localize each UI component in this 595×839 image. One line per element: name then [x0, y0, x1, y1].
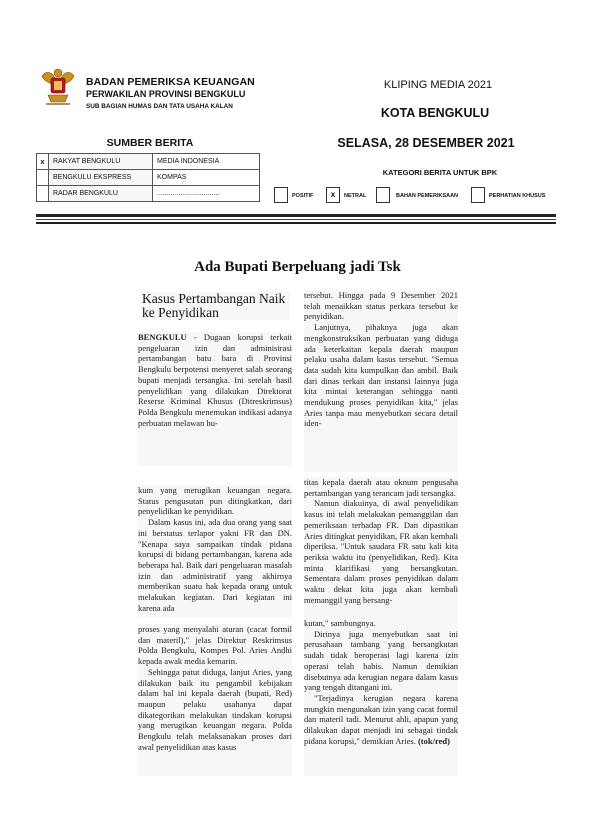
source-checkbox	[37, 186, 49, 202]
article-text: "Terjadinya kerugian negara karena mungkin mengunakan izin yang cacat formil dan materil tadi. Menurut ahli, apapun yang dilakukan dapat menjadi ini sebagai tindak pidana korupsi," demikian Aries.	[304, 692, 458, 746]
category-checkbox	[471, 187, 485, 203]
article-column-block	[304, 618, 458, 776]
org-branch: PERWAKILAN PROVINSI BENGKULU	[86, 89, 246, 99]
org-unit: SUB BAGIAN HUMAS DAN TATA USAHA KALAN	[86, 103, 233, 110]
divider	[36, 219, 556, 220]
article-paragraph: kutan," sambungnya.	[304, 618, 376, 628]
category-label: BAHAN PEMERIKSAAN	[396, 193, 459, 199]
category-checkbox	[376, 187, 390, 203]
category-label: NETRAL	[344, 193, 367, 199]
article-signoff: (tok/red)	[417, 735, 450, 746]
source-table	[36, 153, 260, 202]
source-checkbox	[37, 170, 49, 186]
kliping-title: KLIPING MEDIA 2021	[383, 79, 493, 91]
source-checkbox: x	[37, 154, 49, 170]
divider	[36, 222, 556, 224]
date-title: SELASA, 28 DESEMBER 2021	[337, 136, 515, 150]
source-name: KOMPAS	[153, 170, 260, 186]
article-column-block	[304, 477, 458, 625]
city-title: KOTA BENGKULU	[380, 106, 490, 120]
article-paragraph: tersebut. Hingga pada 9 Desember 2021 telah menaikkan status perkara tersebut ke penyidikan.	[304, 290, 458, 322]
source-name: MEDIA INDONESIA	[153, 154, 260, 170]
article-paragraph: Dalam kasus ini, ada dua orang yang saat ini berstatus terlapor yakni FR dan DN. "Kenapa saya sampaikan tindak pidana korupsi di bidang pertambangan, karena ada beberapa hal. Baik dari pengeluaran masalah izin dan administratif yang akhirnya memberikan suatu hak kepada orang untuk melakukan kegiatan. Dari kegiatan ini karena ada	[138, 517, 292, 613]
source-name: RADAR BENGKULU	[49, 186, 153, 202]
article-headline: Ada Bupati Berpeluang jadi Tsk	[194, 259, 401, 275]
source-row	[37, 154, 260, 170]
category-title: KATEGORI BERITA UNTUK BPK	[382, 168, 498, 177]
article-text: - Dugaan korupsi terkait pengeluaran izin dan administrasi pertambangan batu bara di Provinsi Bengkulu berpotensi menyeret salah seorang bupati menjadi tersangka. Ini setelah hasil penyelidikan yang dilakukan Direktorat Reserse Kriminal Khusus (Ditreskrimsus) Polda Bengkulu menemukan indikasi adanya perbuatan melawan hu-	[138, 332, 292, 428]
article-column-block	[138, 624, 292, 776]
article-paragraph: Namun diakuinya, di awal penyelidikan kasus ini telah melakukan pemanggilan dan pemeriksaan terhadap FR. Dan dipastikan Aries ditingkat penyidikan, FR akan kembali diperiksa. "Untuk saudara FR satu kali kita periksa waktu itu (penyelidikan, Red). Kita minta klarifikasi yang bersangkutan. Sementara dalam proses penyidikan dalam waktu dekat kita juga akan kembali memanggil yang bersang-	[304, 498, 458, 605]
article-paragraph: Dirinya juga menyebutkan saat ini perusahaan tambang yang bersangkutan sudah tidak beroperasi lagi karena izin operasi telah habis. Namun demikian disebutnya ada kerugian negara dalam kasus yang tengah ditangani ini.	[304, 628, 458, 693]
bpk-logo	[38, 64, 78, 108]
article-subheadline: Kasus Pertambangan Naik ke Penyidikan	[142, 292, 290, 320]
article-paragraph: titas kepala daerah atau oknum pengusaha pertambangan yang terancam jadi tersangka.	[304, 477, 458, 498]
source-row	[37, 186, 260, 202]
article-column-block	[138, 332, 292, 466]
divider	[36, 214, 556, 217]
source-name: RAKYAT BENGKULU	[49, 154, 153, 170]
source-section-title: SUMBER BERITA	[106, 137, 194, 149]
article-paragraph: proses yang menyalahi aturan (cacat formil dan materil)," jelas Direktur Reskrimsus Polda Bengkulu, Kompes Pol. Aries Andhi kepada awak media kemarin.	[138, 624, 292, 667]
article-paragraph: Lanjutnya, pihaknya juga akan mengkonstruksikan perbuatan yang diduga ada keterkaitan kepala daerah maupun pelaku usaha dalam kasus tersebut. "Semua data sudah kita kumpulkan dan ambil. Baik dari dinas terkait dan instansi lainnya juga kita mintai keterangan sehingga nanti mendukung proses penyidikan kita," jelas Aries tanpa mau menyebutkan secara detail iden-	[304, 322, 458, 429]
source-row	[37, 170, 260, 186]
article-column-block	[304, 290, 458, 472]
article-column-block	[138, 485, 292, 617]
category-checkbox	[274, 187, 288, 203]
category-checkbox: x	[326, 187, 340, 203]
source-name: BENGKULU EKSPRESS	[49, 170, 153, 186]
org-name: BADAN PEMERIKSA KEUANGAN	[86, 76, 255, 88]
article-paragraph: Sehingga patut diduga, lanjut Aries, yang dilakukan baik itu pengambil kebijakan dalam hal ini kepala daerah (bupati, Red) maupun pelaku usahanya dapat dikategorikan melakukan tindakan korupsi yang merugikan keuangan negara. Polda Bengkulu telah melaksanakan proses dari awal penyelidikan atas kasus	[138, 666, 292, 752]
source-name: ................................	[153, 186, 260, 202]
article-paragraph	[304, 693, 458, 747]
article-paragraph: kum yang merugikan keuangan negara. Status pengusutan pun ditingkatkan, dari penyelidikan ke penyidikan.	[138, 485, 292, 517]
category-label: POSITIF	[292, 193, 314, 199]
category-label: PERHATIAN KHUSUS	[489, 193, 546, 199]
article-dateline: BENGKULU	[138, 332, 187, 342]
